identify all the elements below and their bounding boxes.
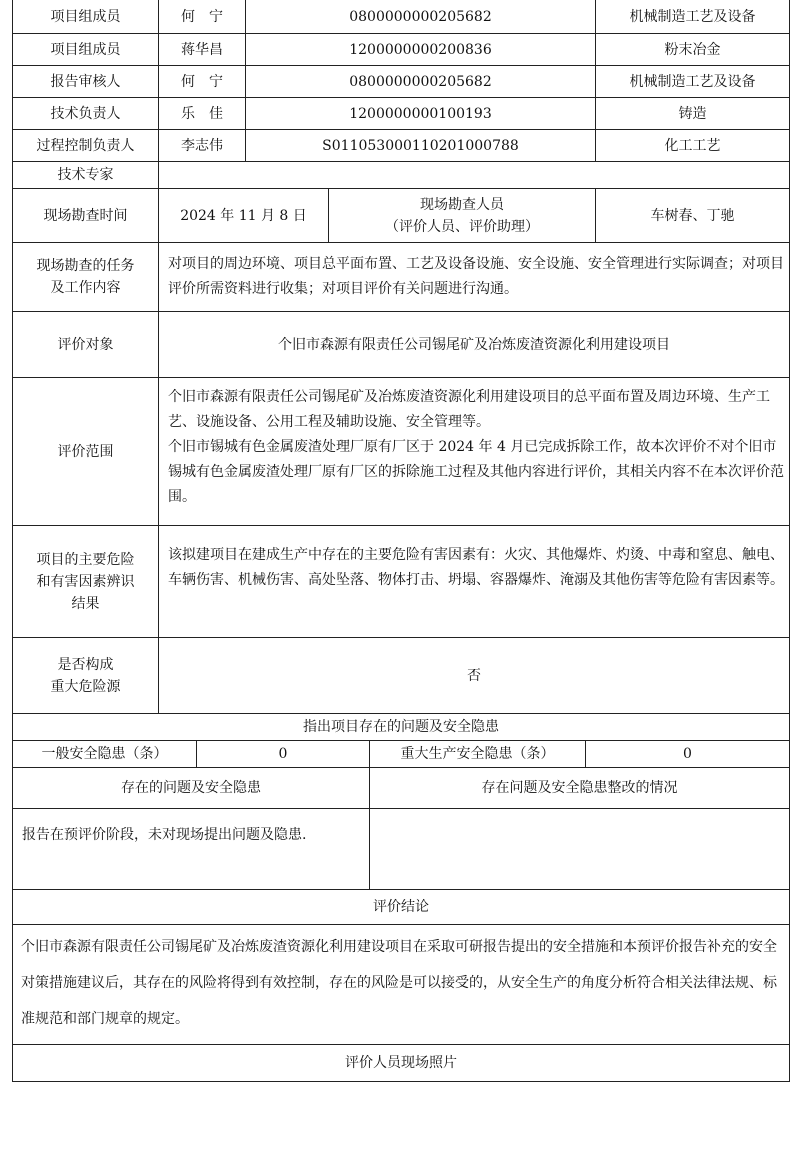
member-cert: 1200000000100193 bbox=[349, 105, 492, 122]
member-name: 何 宁 bbox=[181, 8, 223, 25]
member-name: 乐 佳 bbox=[181, 105, 223, 122]
task-label-line2: 及工作内容 bbox=[50, 280, 121, 296]
scope-paragraph-2: 个旧市锡城有色金属废渣处理厂原有厂区于 2024 年 4 月已完成拆除工作，故本次评价不对个旧市锡城有色金属废渣处理厂原有厂区的拆除施工过程及其他内容进行评价，其相关内容不在本次评价范围。 bbox=[168, 439, 784, 505]
member-cert: 0800000000205682 bbox=[349, 8, 492, 25]
member-cert: S011053000110201000788 bbox=[322, 137, 519, 154]
survey-staff-label bbox=[329, 189, 595, 242]
issues-title: 指出项目存在的问题及安全隐患 bbox=[303, 719, 499, 735]
member-major: 粉末冶金 bbox=[664, 41, 721, 58]
tech-expert-label: 技术专家 bbox=[57, 167, 114, 183]
task-text: 对项目的周边环境、项目总平面布置、工艺及设备设施、安全设施、安全管理进行实际调查；对项目评价所需资料进行收集；对项目评价有关问题进行沟通。 bbox=[168, 256, 784, 297]
member-role: 报告审核人 bbox=[50, 73, 121, 90]
general-hazard-count: 0 bbox=[278, 746, 288, 762]
conclusion-title: 评价结论 bbox=[373, 899, 429, 915]
issues-column-left: 存在的问题及安全隐患 bbox=[121, 780, 261, 796]
object-label: 评价对象 bbox=[57, 336, 114, 353]
member-major: 机械制造工艺及设备 bbox=[629, 73, 756, 90]
member-role: 项目组成员 bbox=[50, 8, 121, 25]
member-major: 铸造 bbox=[678, 105, 707, 122]
issues-column-right: 存在问题及安全隐患整改的情况 bbox=[481, 780, 678, 796]
survey-staff-label-line1: 现场勘查人员 bbox=[420, 196, 504, 213]
task-label bbox=[13, 243, 158, 311]
evaluation-summary-table bbox=[12, 0, 790, 1082]
survey-staff-value: 车树春、丁驰 bbox=[650, 207, 735, 224]
object-value: 个旧市森源有限责任公司锡尾矿及冶炼废渣资源化利用建设项目 bbox=[278, 336, 670, 353]
general-hazard-label: 一般安全隐患（条） bbox=[41, 746, 168, 762]
member-role: 项目组成员 bbox=[50, 41, 121, 58]
issues-left-text: 报告在预评价阶段，未对现场提出问题及隐患. bbox=[22, 827, 307, 843]
conclusion-text: 个旧市森源有限责任公司锡尾矿及冶炼废渣资源化利用建设项目在采取可研报告提出的安全措施和本预评价报告补充的安全对策措施建议后，其存在的风险将得到有效控制，存在的风险是可以接受的，从安全生产的角度分析符合相关法律法规、标准规范和部门规章的规定。 bbox=[21, 939, 777, 1027]
task-label-line1: 现场勘查的任务 bbox=[36, 258, 135, 274]
member-role: 过程控制负责人 bbox=[36, 137, 135, 154]
tech-expert-value bbox=[159, 162, 789, 188]
major-hazard-count: 0 bbox=[683, 746, 692, 762]
hazards-label bbox=[13, 526, 158, 637]
major-hazard-label-line1: 是否构成 bbox=[57, 656, 114, 673]
member-major: 机械制造工艺及设备 bbox=[629, 8, 756, 25]
member-role: 技术负责人 bbox=[50, 105, 121, 122]
survey-time-value: 2024 年 11 月 8 日 bbox=[180, 207, 307, 224]
hazards-label-line3: 结果 bbox=[71, 595, 100, 612]
member-name: 李志伟 bbox=[181, 137, 223, 154]
member-major: 化工工艺 bbox=[664, 137, 721, 154]
scope-label: 评价范围 bbox=[57, 443, 114, 460]
member-name: 蒋华昌 bbox=[181, 41, 223, 58]
member-name: 何 宁 bbox=[181, 73, 223, 90]
hazards-label-line2: 和有害因素辨识 bbox=[36, 573, 135, 590]
survey-time-label: 现场勘查时间 bbox=[43, 207, 128, 224]
major-hazard-value: 否 bbox=[467, 667, 481, 684]
member-cert: 1200000000200836 bbox=[349, 41, 492, 58]
major-hazard-label bbox=[13, 638, 158, 713]
major-hazard-label-line2: 重大危险源 bbox=[50, 678, 121, 695]
hazards-text: 该拟建项目在建成生产中存在的主要危险有害因素有：火灾、其他爆炸、灼烫、中毒和窒息、触电、车辆伤害、机械伤害、高处坠落、物体打击、坍塌、容器爆炸、淹溺及其他伤害等危险有害因素等。 bbox=[168, 547, 784, 588]
member-cert: 0800000000205682 bbox=[349, 73, 492, 90]
hazards-label-line1: 项目的主要危险 bbox=[36, 551, 135, 568]
major-hazard-count-label: 重大生产安全隐患（条） bbox=[400, 746, 555, 762]
photos-title: 评价人员现场照片 bbox=[345, 1055, 457, 1071]
scope-paragraph-1: 个旧市森源有限责任公司锡尾矿及冶炼废渣资源化利用建设项目的总平面布置及周边环境、生产工艺、设施设备、公用工程及辅助设施、安全管理等。 bbox=[168, 389, 770, 430]
survey-staff-label-line2: （评价人员、评价助理） bbox=[385, 218, 539, 235]
